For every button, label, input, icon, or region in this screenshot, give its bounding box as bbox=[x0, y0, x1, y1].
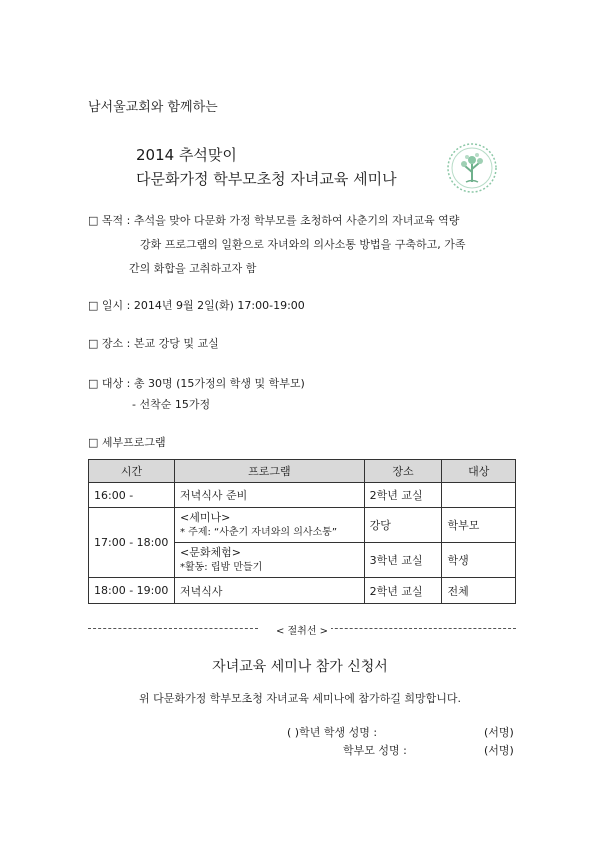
purpose-text-1: 추석을 맞아 다문화 가정 학부모를 초청하여 사춘기의 자녀교육 역량 bbox=[133, 214, 460, 227]
cut-line bbox=[88, 622, 516, 636]
program-heading: □ 세부프로그램 bbox=[88, 436, 166, 449]
column-header-place: 장소 bbox=[364, 460, 442, 483]
program-table bbox=[88, 459, 516, 604]
parent-signature: (서명) bbox=[484, 744, 514, 757]
place-line: □ 장소 : 본교 강당 및 교실 bbox=[88, 337, 219, 350]
table-row bbox=[89, 483, 516, 508]
seminar-topic: * 주제: “사춘기 자녀와의 의사소통” bbox=[179, 527, 338, 538]
column-header-program: 프로그램 bbox=[174, 460, 364, 483]
host-line: 남서울교회와 함께하는 bbox=[88, 100, 218, 115]
column-header-target: 대상 bbox=[442, 460, 516, 483]
table-row bbox=[89, 578, 516, 604]
datetime-line: □ 일시 : 2014년 9월 2일(화) 17:00-19:00 bbox=[88, 299, 305, 312]
purpose-line-2: 강화 프로그램의 일환으로 자녀와의 의사소통 방법을 구축하고, 가족 bbox=[140, 238, 466, 251]
application-title: 자녀교육 세미나 참가 신청서 bbox=[212, 659, 388, 675]
cell-program: 저녁식사 bbox=[174, 578, 364, 604]
cell-program bbox=[174, 543, 364, 578]
cell-time: 18:00 - 19:00 bbox=[89, 578, 175, 604]
cell-target bbox=[442, 483, 516, 508]
column-header-time: 시간 bbox=[89, 460, 175, 483]
cell-time: 16:00 - bbox=[89, 483, 175, 508]
cell-place: 2학년 교실 bbox=[364, 483, 442, 508]
cell-target: 전체 bbox=[442, 578, 516, 604]
table-header-row bbox=[89, 460, 516, 483]
target-line-1: □ 대상 : 총 30명 (15가정의 학생 및 학부모) bbox=[88, 377, 305, 390]
table-row bbox=[89, 508, 516, 543]
parent-name-line: 학부모 성명 : bbox=[343, 744, 407, 757]
cut-line-label: < 절취선 > bbox=[273, 626, 331, 637]
title-line-1: 2014 추석맞이 bbox=[136, 146, 237, 164]
culture-title: <문화체험> bbox=[179, 546, 241, 559]
cell-program bbox=[174, 508, 364, 543]
purpose-label: □ 목적 : bbox=[88, 214, 134, 227]
target-line-2: - 선착순 15가정 bbox=[132, 398, 211, 411]
purpose-line-1 bbox=[88, 212, 459, 228]
cell-program: 저녁식사 준비 bbox=[174, 483, 364, 508]
cell-place: 강당 bbox=[364, 508, 442, 543]
purpose-line-3: 간의 화합을 고취하고자 함 bbox=[129, 262, 257, 275]
page-title: 다문화가정 학부모초청 자녀교육 세미나 bbox=[136, 170, 397, 188]
student-name-line: ( )학년 학생 성명 : bbox=[287, 726, 378, 739]
application-statement: 위 다문화가정 학부모초청 자녀교육 세미나에 참가하길 희망합니다. bbox=[138, 692, 461, 705]
cell-time: 17:00 - 18:00 bbox=[89, 508, 175, 578]
culture-activity: *활동: 립밤 만들기 bbox=[179, 562, 263, 573]
cell-target: 학부모 bbox=[442, 508, 516, 543]
cell-place: 3학년 교실 bbox=[364, 543, 442, 578]
seminar-title: <세미나> bbox=[179, 511, 231, 524]
student-signature: (서명) bbox=[484, 726, 514, 739]
tree-logo-icon bbox=[446, 142, 498, 194]
cell-place: 2학년 교실 bbox=[364, 578, 442, 604]
cell-target: 학생 bbox=[442, 543, 516, 578]
